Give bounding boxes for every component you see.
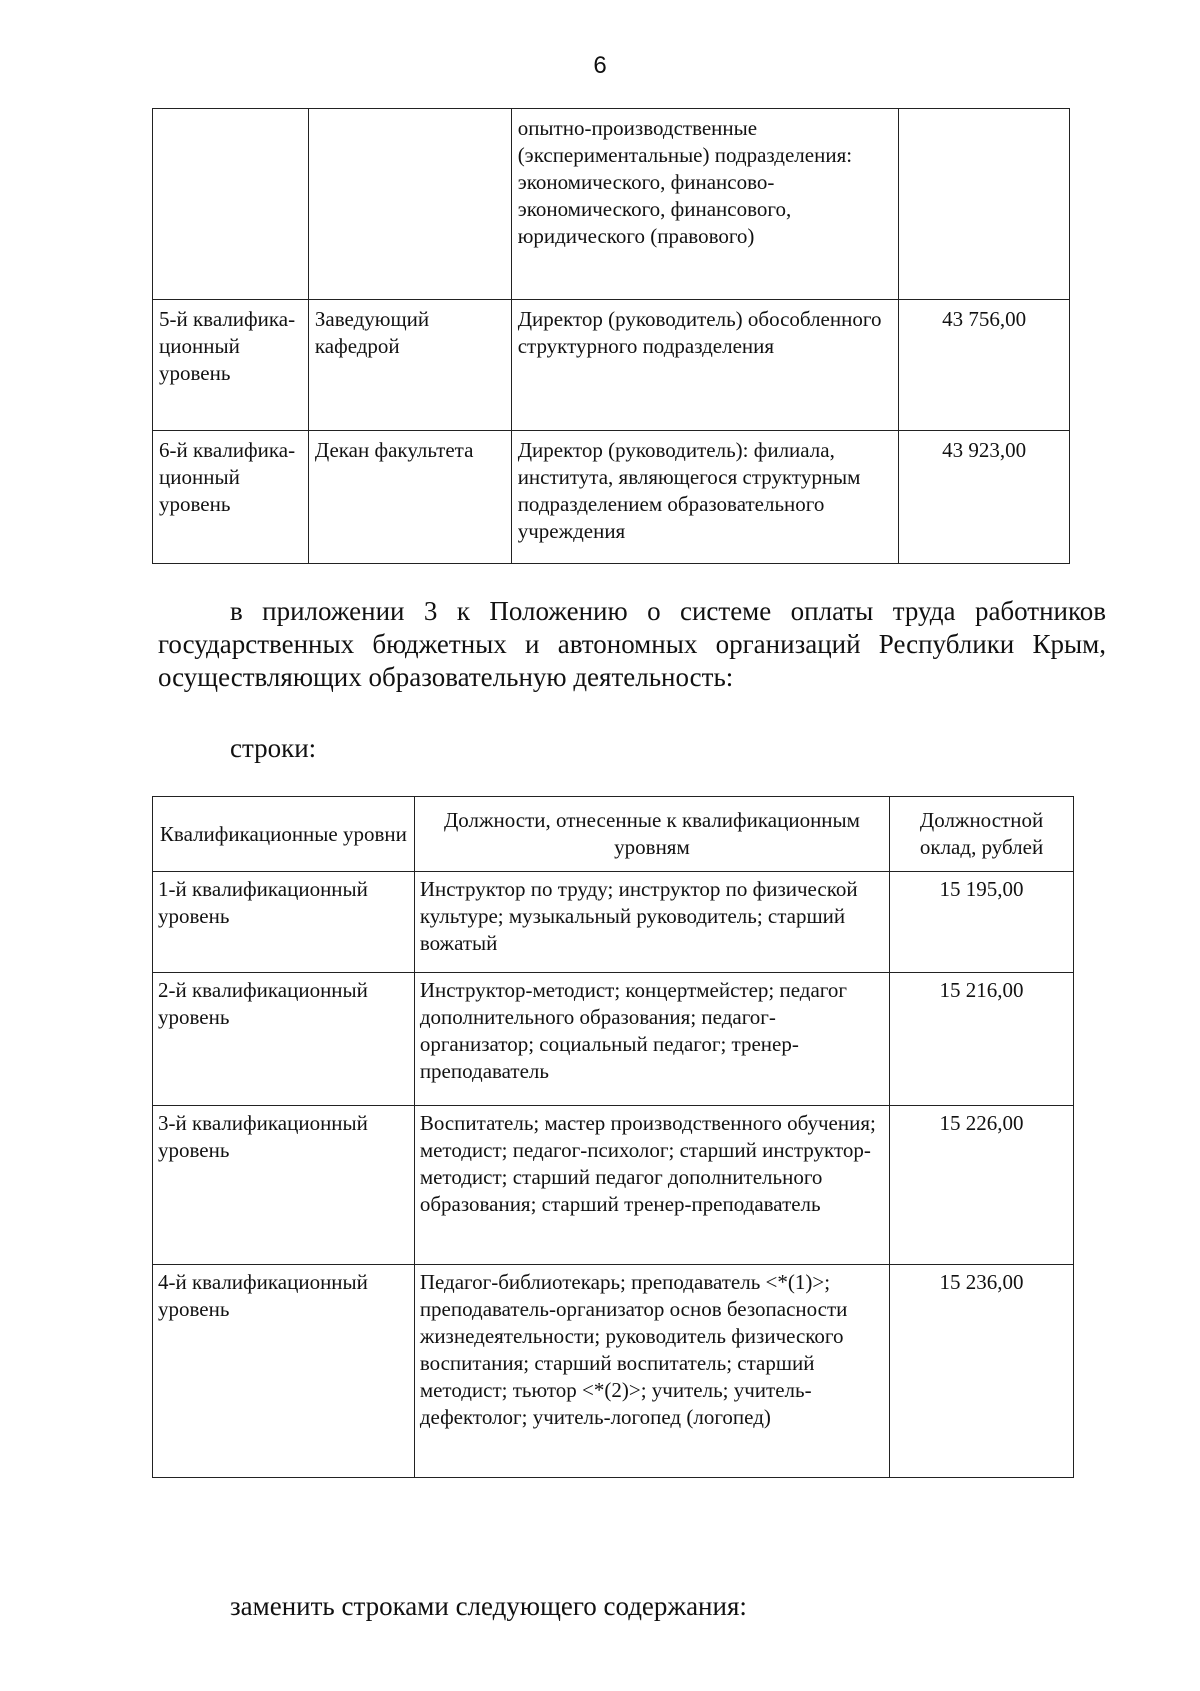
table-row [153,1265,1074,1478]
table-row [153,109,1070,300]
description-cell: опытно-производственные (экспериментальные) подразделения: экономического, финансово-экономического, финансового, юридического (правового) [511,109,899,300]
header-salary: Должностной оклад, рублей [890,797,1074,872]
table-row [153,872,1074,973]
table-header-row [153,797,1074,872]
salary-cell [899,109,1070,300]
table-row [153,973,1074,1106]
header-levels: Квалификационные уровни [153,797,415,872]
qualification-salary-table [152,796,1074,1478]
amendment-paragraph: в приложении 3 к Положению о системе оплаты труда работников государственных бюджетных и автономных организаций Республики Крым, осуществляющих образовательную деятельность: [158,596,1106,692]
replace-label: заменить строками следующего содержания: [230,1591,747,1621]
description-cell: Директор (руководитель): филиала, института, являющегося структурным подразделением образовательного учреждения [511,431,899,564]
qualification-level-cell: 3-й квалификационный уровень [153,1106,415,1265]
positions-cell: Инструктор-методист; концертмейстер; педагог дополнительного образования; педагог-организатор; социальный педагог; тренер-преподаватель [414,973,889,1106]
position-cell [308,109,511,300]
position-cell: Декан факультета [308,431,511,564]
table-row [153,300,1070,431]
table-row [153,1106,1074,1265]
positions-cell: Педагог-библиотекарь; преподаватель <*(1)>; преподаватель-организатор основ безопасности жизнедеятельности; руководитель физического воспитания; старший воспитатель; старший методист; тьютор <*(2)>; учитель; учитель-дефектолог; учитель-логопед (логопед) [414,1265,889,1478]
rows-label: строки: [230,733,317,763]
header-positions: Должности, отнесенные к квалификационным уровням [414,797,889,872]
salary-cell: 15 226,00 [890,1106,1074,1265]
qualification-level-cell: 4-й квалификационный уровень [153,1265,415,1478]
salary-cell: 43 923,00 [899,431,1070,564]
salary-cell: 15 236,00 [890,1265,1074,1478]
position-cell: Заведующий кафедрой [308,300,511,431]
salary-cell: 15 195,00 [890,872,1074,973]
qualification-level-cell: 5-й квалифика-ционный уровень [153,300,309,431]
description-cell: Директор (руководитель) обособленного структурного подразделения [511,300,899,431]
qualification-level-cell [153,109,309,300]
positions-cell: Инструктор по труду; инструктор по физической культуре; музыкальный руководитель; старший вожатый [414,872,889,973]
positions-cell: Воспитатель; мастер производственного обучения; методист; педагог-психолог; старший инструктор-методист; старший педагог дополнительного образования; старший тренер-преподаватель [414,1106,889,1265]
page-number: 6 [593,52,607,79]
table-row [153,431,1070,564]
qualification-level-cell: 2-й квалификационный уровень [153,973,415,1106]
qualification-level-cell: 6-й квалифика-ционный уровень [153,431,309,564]
salary-cell: 43 756,00 [899,300,1070,431]
salary-table-continued [152,108,1070,564]
salary-cell: 15 216,00 [890,973,1074,1106]
qualification-level-cell: 1-й квалификационный уровень [153,872,415,973]
